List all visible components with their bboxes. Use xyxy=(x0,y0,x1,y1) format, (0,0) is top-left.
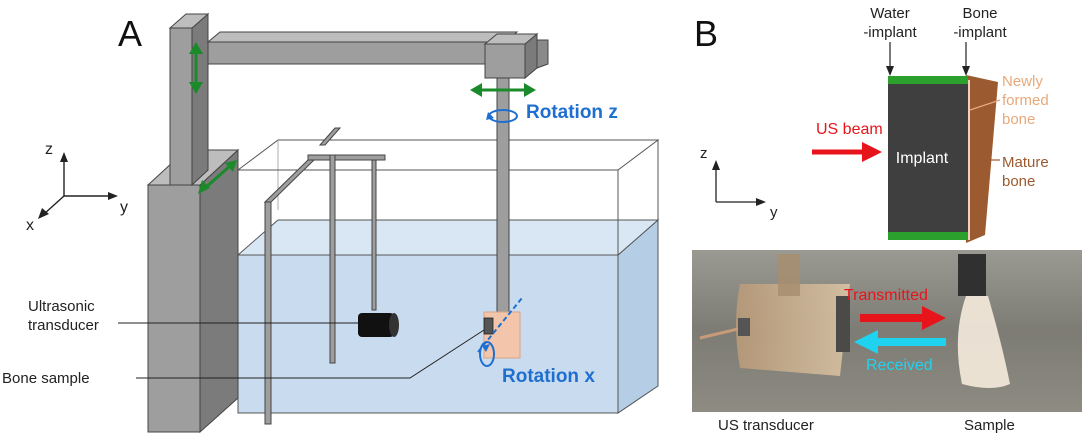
us-transducer-caption: US transducer xyxy=(718,417,814,433)
panel-b xyxy=(692,5,1082,433)
experiment-photo xyxy=(692,250,1082,412)
water-implant-line1: Water xyxy=(870,5,910,22)
water-tank xyxy=(238,140,658,413)
bone-sample-label: Bone sample xyxy=(2,370,90,387)
axes-b xyxy=(700,145,778,221)
us-beam-arrow xyxy=(812,121,883,162)
axis-a-y: y xyxy=(120,199,128,216)
implant-label: Implant xyxy=(895,150,949,167)
vertical-arm xyxy=(170,14,208,185)
rotation-z-label: Rotation z xyxy=(526,102,618,123)
panel-b-letter: B xyxy=(694,13,719,54)
received-label: Received xyxy=(866,357,933,374)
panel-a xyxy=(2,13,658,432)
axis-b-z: z xyxy=(700,145,708,162)
us-beam-label: US beam xyxy=(816,121,883,138)
rotation-x-label: Rotation x xyxy=(502,366,595,387)
implant-schematic xyxy=(888,75,998,243)
newly-formed-line3: bone xyxy=(1002,111,1036,128)
sample-caption: Sample xyxy=(964,417,1015,433)
bone-implant-line2: -implant xyxy=(953,24,1007,41)
sample-rod xyxy=(497,78,509,318)
panel-a-letter: A xyxy=(118,13,143,54)
ultrasonic-transducer xyxy=(358,313,399,337)
axis-b-y: y xyxy=(770,204,778,221)
mature-bone-line1: Mature xyxy=(1002,154,1049,171)
vertical-pillar xyxy=(148,150,238,432)
transducer-label-line2: transducer xyxy=(28,317,99,334)
transducer-label-line1: Ultrasonic xyxy=(28,298,95,315)
bone-implant-line1: Bone xyxy=(962,5,998,22)
axes-a xyxy=(26,141,128,234)
carriage-block xyxy=(485,34,548,78)
newly-formed-line2: formed xyxy=(1002,92,1049,109)
horizontal-arm xyxy=(208,32,517,64)
axis-a-x: x xyxy=(26,217,34,234)
mature-bone-line2: bone xyxy=(1002,173,1036,190)
axis-a-z: z xyxy=(45,141,53,158)
transmitted-label: Transmitted xyxy=(844,287,928,304)
newly-formed-line1: Newly xyxy=(1002,73,1043,90)
water-implant-line2: -implant xyxy=(863,24,917,41)
